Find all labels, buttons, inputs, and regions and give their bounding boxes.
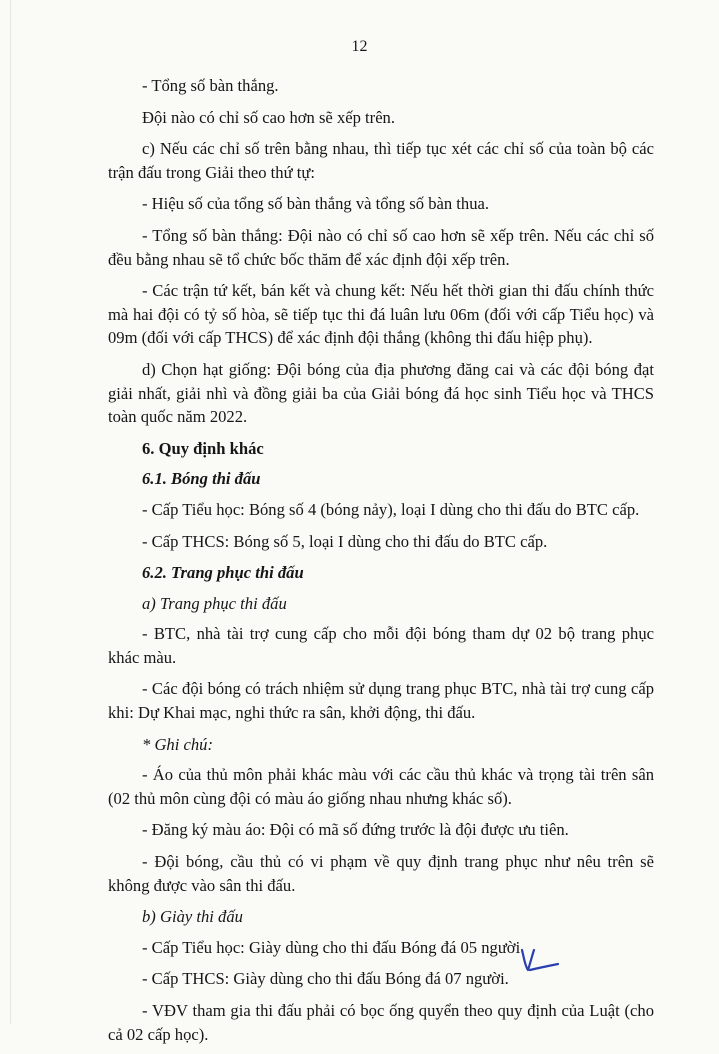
section-heading: 6. Quy định khác [142, 438, 264, 458]
paragraph: - Tổng số bàn thắng. [142, 76, 279, 95]
paragraph: - Đăng ký màu áo: Đội có mã số đứng trước là đội được ưu tiên. [142, 820, 569, 840]
paragraph: - VĐV tham gia thi đấu phải có bọc ống quyển theo quy định của Luật (cho cả 02 cấp học). [108, 1001, 654, 1044]
handwritten-initial [516, 944, 562, 978]
subsection-heading: 6.1. Bóng thi đấu [142, 469, 261, 489]
paragraph: - Các trận tứ kết, bán kết và chung kết: Nếu hết thời gian thi đấu chính thức mà hai đội có tỷ số hòa, sẽ tiếp tục thi đá luân lưu 06m (đối với cấp Tiểu học) và 09m (đối với cấp THCS) để xác định đội thắng (không thi đấu hiệp phụ). [108, 281, 654, 348]
paragraph: d) Chọn hạt giống: Đội bóng của địa phương đăng cai và các đội bóng đạt giải nhất, giải nhì và đồng giải ba của Giải bóng đá học sinh Tiểu học và THCS toàn quốc năm 2022. [108, 359, 654, 427]
paragraph: - Cấp Tiểu học: Giày dùng cho thi đấu Bóng đá 05 người. [142, 937, 525, 957]
paragraph: - Áo của thủ môn phải khác màu với các cầu thủ khác và trọng tài trên sân (02 thủ môn cùng đội có màu áo giống nhau nhưng khác số). [108, 765, 654, 808]
paragraph: - Hiệu số của tổng số bàn thắng và tổng số bàn thua. [142, 194, 490, 214]
paragraph: - Cấp Tiểu học: Bóng số 4 (bóng nảy), loại I dùng cho thi đấu do BTC cấp. [142, 499, 640, 519]
paragraph: - Đội bóng, cầu thủ có vi phạm về quy định trang phục như nêu trên sẽ không được vào sân thi đấu. [108, 852, 654, 895]
paragraph: - Cấp THCS: Bóng số 5, loại I dùng cho thi đấu do BTC cấp. [142, 531, 548, 551]
page-number: 12 [351, 38, 368, 55]
scan-edge [10, 0, 11, 1024]
note-heading: * Ghi chú: [142, 734, 213, 754]
paragraph: - Cấp THCS: Giày dùng cho thi đấu Bóng đá 07 người. [142, 969, 509, 989]
subsection-heading: 6.2. Trang phục thi đấu [142, 563, 304, 583]
paragraph: Đội nào có chỉ số cao hơn sẽ xếp trên. [142, 107, 395, 127]
paragraph: - Các đội bóng có trách nhiệm sử dụng trang phục BTC, nhà tài trợ cung cấp khi: Dự Khai mạc, nghi thức ra sân, khởi động, thi đấu. [108, 679, 654, 723]
item-heading: a) Trang phục thi đấu [142, 593, 287, 613]
document-body [108, 74, 654, 1054]
paragraph: c) Nếu các chỉ số trên bằng nhau, thì tiếp tục xét các chỉ số của toàn bộ các trận đấu trong Giải theo thứ tự: [108, 139, 654, 182]
item-heading: b) Giày thi đấu [142, 907, 243, 927]
paragraph: - Tổng số bàn thắng: Đội nào có chỉ số cao hơn sẽ xếp trên. Nếu các chỉ số đều bằng nhau sẽ tổ chức bốc thăm để xác định đội xếp trên. [108, 225, 654, 269]
paragraph: - BTC, nhà tài trợ cung cấp cho mỗi đội bóng tham dự 02 bộ trang phục khác màu. [108, 624, 654, 667]
